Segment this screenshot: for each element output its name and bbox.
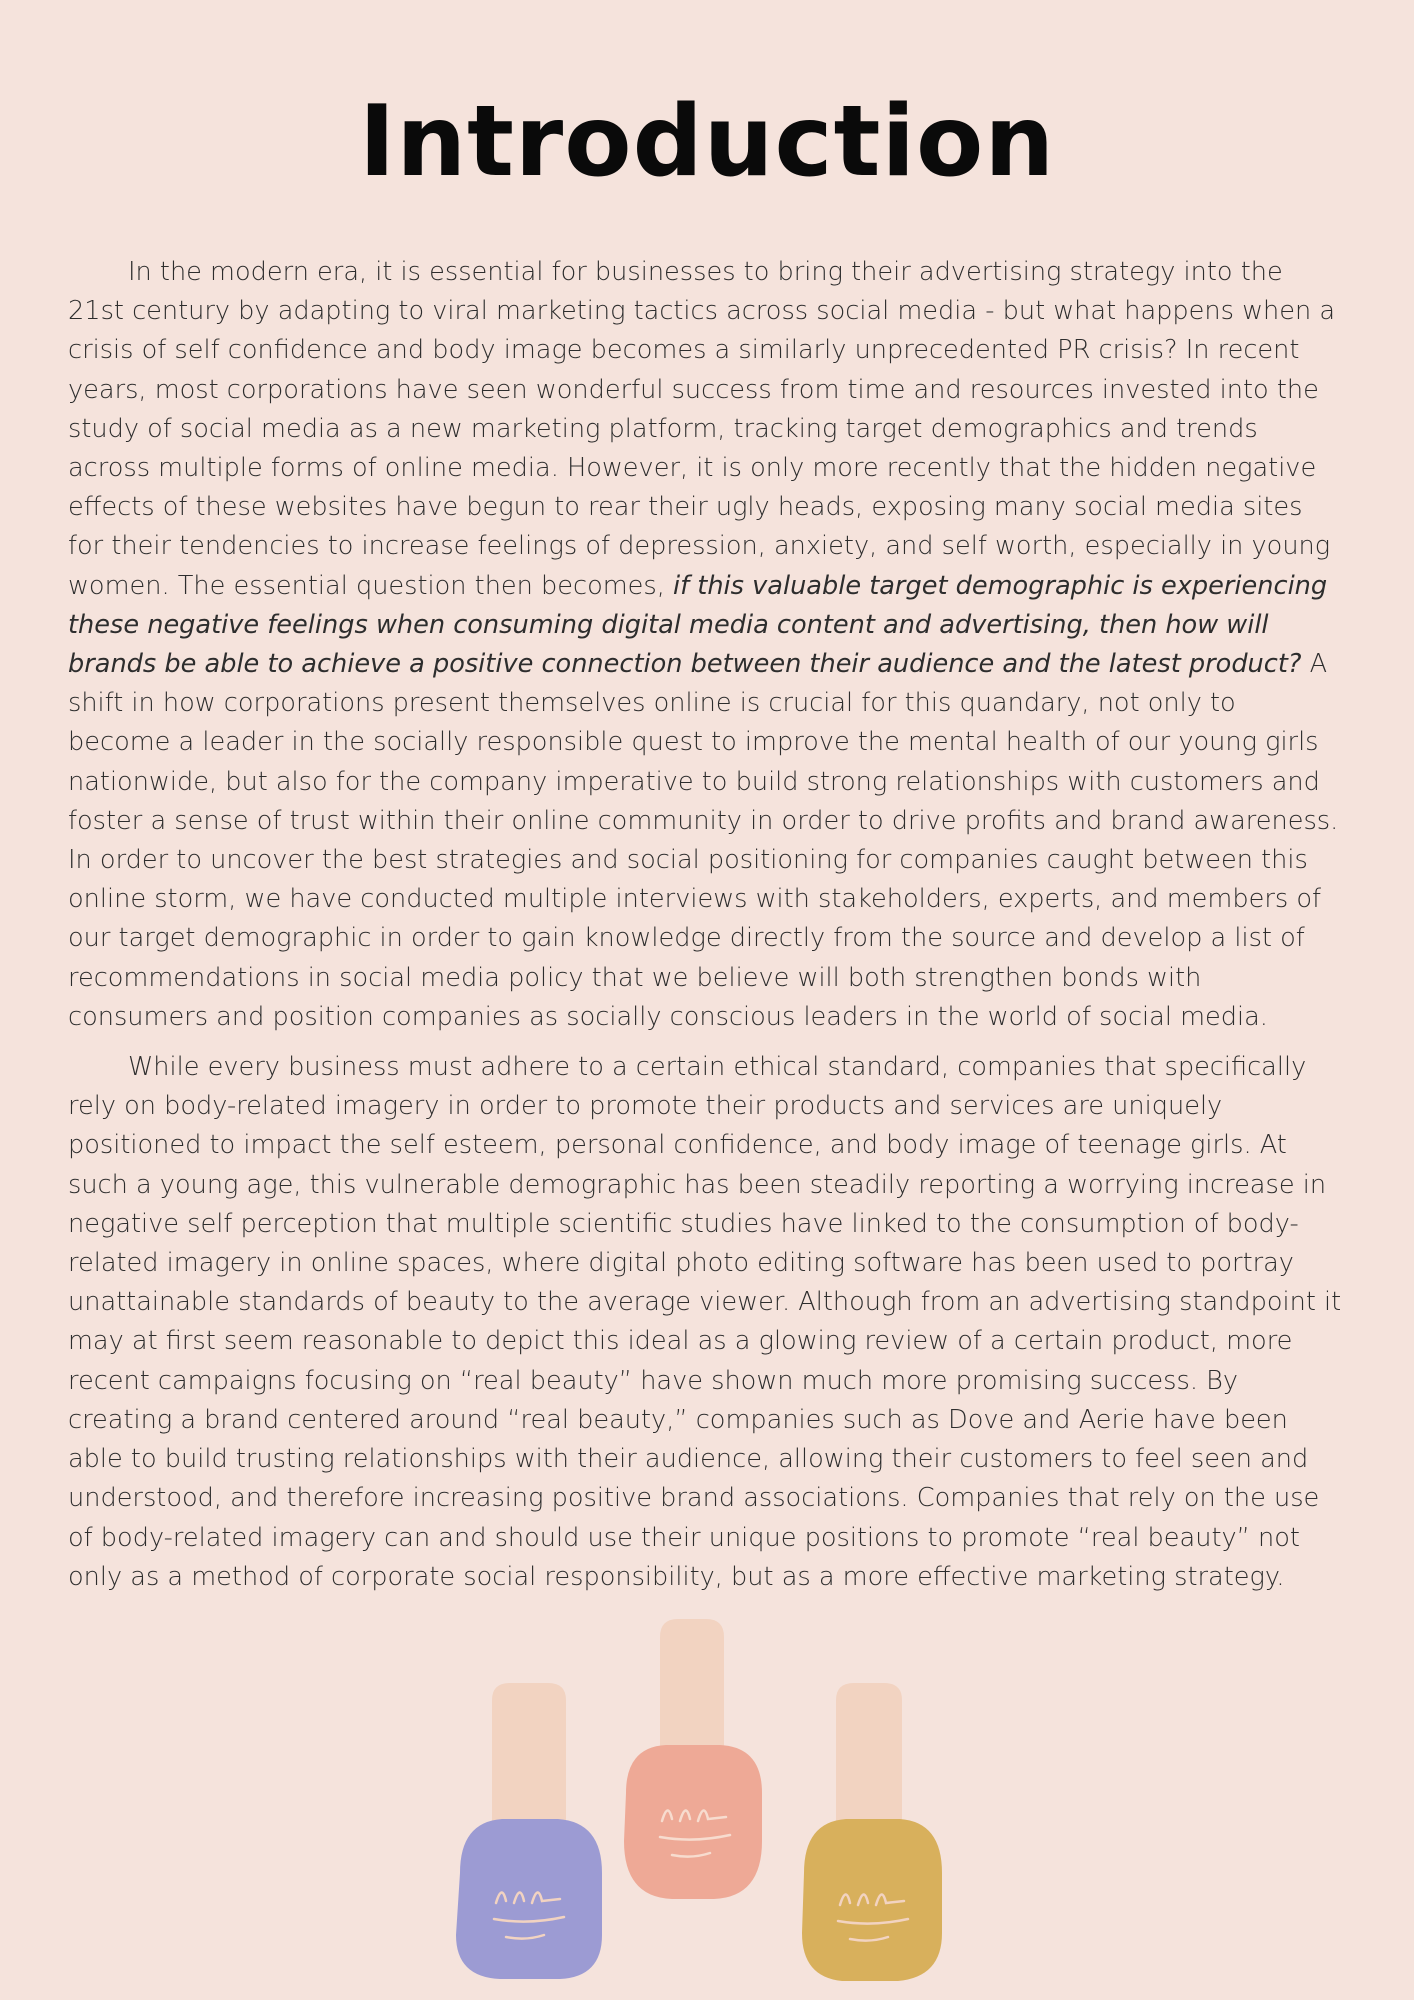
mustard-bottle <box>802 1683 942 1981</box>
paragraph-1-text-b: A shift in how corporations present themselves online is crucial for this quandary, not only to become a leader in the socially responsible quest to improve the mental health of our young girls nationwide, but also for the company imperative to build strong relationships with customers and foster a sense of trust within their online community in order to drive profits and brand awareness. In order to uncover the best strategies and social positioning for companies caught between this online storm, we have conducted multiple interviews with stakeholders, experts, and members of our target demographic in order to gain knowledge directly from the source and develop a list of recommendations in social media policy that we believe will both strengthen bonds with consumers and position companies as socially conscious leaders in the world of social media. <box>68 649 1339 1032</box>
purple-bottle-cap <box>492 1683 566 1827</box>
coral-bottle-body <box>624 1745 762 1899</box>
page-title: Introduction <box>358 85 1056 199</box>
paragraph-1 <box>68 253 1344 1037</box>
paragraph-1-text-a: In the modern era, it is essential for businesses to bring their advertising strategy into the 21st century by adapting to viral marketing tactics across social media - but what happens when a crisis of self confidence and body image becomes a similarly unprecedented PR crisis? In recent years, most corporations have seen wonderful success from time and resources invested into the study of social media as a new marketing platform, tracking target demographics and trends across multiple forms of online media. However, it is only more recently that the hidden negative effects of these websites have begun to rear their ugly heads, exposing many social media sites for their tendencies to increase feelings of depression, anxiety, and self worth, especially in young women. The essential question then becomes, <box>68 257 1336 601</box>
paragraph-1-italic-question: if this valuable target demographic is experiencing these negative feelings when consuming digital media content and advertising, then how will brands be able to achieve a positive connection between their audience and the latest product? <box>68 570 1328 680</box>
nail-polish-illustration <box>440 1615 980 1990</box>
coral-bottle <box>624 1619 762 1899</box>
purple-bottle-body <box>456 1819 602 1979</box>
body-text <box>68 253 1344 1608</box>
mustard-bottle-body <box>802 1819 942 1981</box>
mustard-bottle-cap <box>836 1683 902 1827</box>
purple-bottle <box>456 1683 602 1979</box>
paragraph-2: While every business must adhere to a certain ethical standard, companies that specifically rely on body-related imagery in order to promote their products and services are uniquely positioned to impact the self esteem, personal confidence, and body image of teenage girls. At such a young age, this vulnerable demographic has been steadily reporting a worrying increase in negative self perception that multiple scientific studies have linked to the consumption of body-related imagery in online spaces, where digital photo editing software has been used to portray unattainable standards of beauty to the average viewer. Although from an advertising standpoint it may at first seem reasonable to depict this ideal as a glowing review of a certain product, more recent campaigns focusing on “real beauty” have shown much more promising success. By creating a brand centered around “real beauty,” companies such as Dove and Aerie have been able to build trusting relationships with their audience, allowing their customers to feel seen and understood, and therefore increasing positive brand associations. Companies that rely on the use of body-related imagery can and should use their unique positions to promote “real beauty” not only as a method of corporate social responsibility, but as a more effective marketing strategy. <box>68 1052 1342 1592</box>
coral-bottle-cap <box>660 1619 724 1755</box>
